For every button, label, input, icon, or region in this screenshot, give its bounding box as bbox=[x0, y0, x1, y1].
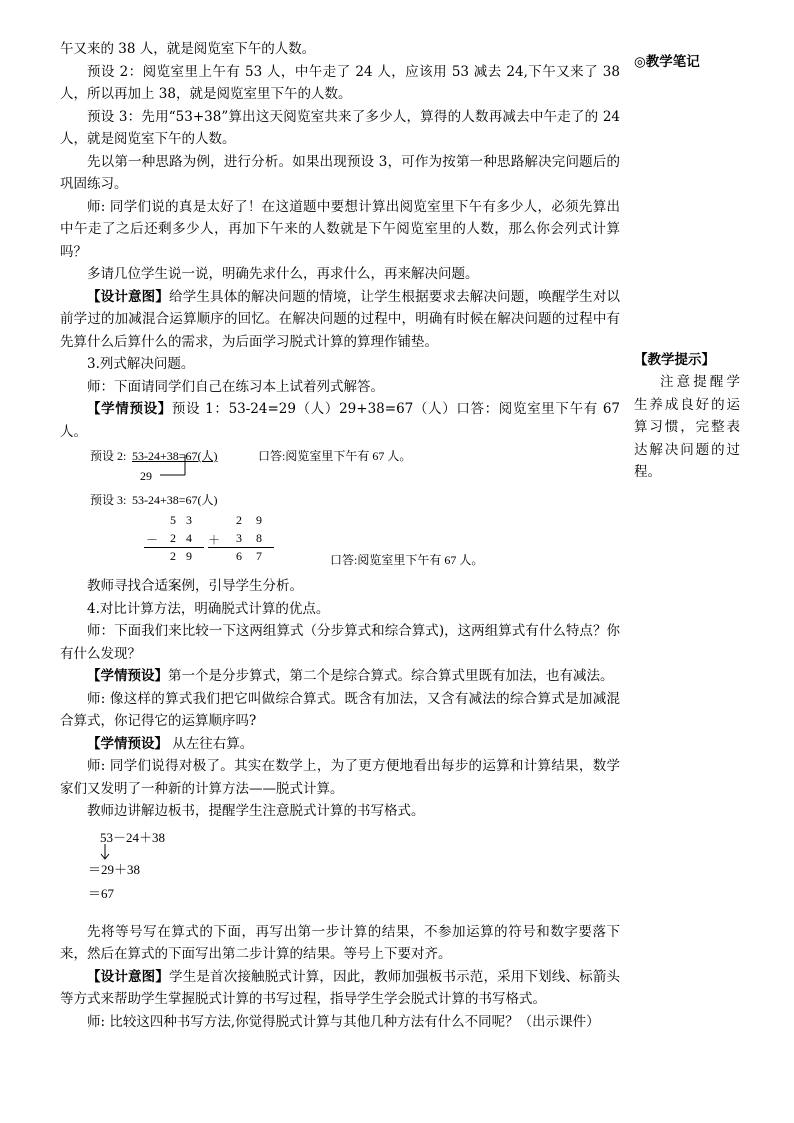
teaching-tip-heading: 【教学提示】 bbox=[634, 352, 715, 368]
teaching-notes-label: ◎教学笔记 bbox=[634, 54, 700, 70]
calculation-figure bbox=[60, 443, 620, 571]
add-rule bbox=[208, 547, 274, 548]
add-digit: 7 bbox=[256, 549, 262, 563]
paragraph: 3.列式解决问题。 bbox=[87, 356, 195, 372]
design-intent-paragraph bbox=[60, 966, 620, 1011]
sub-digit: 2 bbox=[170, 531, 176, 545]
teaching-tip-text bbox=[634, 371, 740, 484]
add-digit: 9 bbox=[256, 513, 262, 527]
paragraph: 教师边讲解边板书，提醒学生注意脱式计算的书写格式。 bbox=[87, 803, 425, 819]
paragraph-text: 预设 1：53-24=29（人）29+38=67（人）口答：阅览室里下午有 67 人。 bbox=[60, 401, 620, 440]
paragraph: 教师寻找合适案例，引导学生分析。 bbox=[87, 578, 303, 594]
section-tag: 【设计意图】 bbox=[87, 968, 170, 985]
preset-paragraph bbox=[60, 733, 620, 756]
paragraph: 师：下面请同学们自己在练习本上试着列式解答。 bbox=[87, 378, 384, 395]
section-tag: 【学情预设】 bbox=[87, 668, 168, 684]
step-1: ＝29＋38 bbox=[88, 861, 141, 877]
teaching-tip-body: 注意提醒学生养成良好的运算习惯，完整表达解决问题的过程。 bbox=[634, 374, 740, 480]
preset-paragraph bbox=[60, 665, 620, 688]
paragraph: 4.对比计算方法，明确脱式计算的优点。 bbox=[87, 600, 330, 617]
preset2-expression: 53-24+38=67(人) bbox=[132, 449, 218, 463]
step-expression: 53－24＋38 bbox=[100, 829, 166, 845]
section-tag: 【设计意图】 bbox=[87, 288, 170, 305]
paragraph: 师: 像这样的算式我们把它叫做综合算式。既含有加法，又含有减法的综合算式是加减混合算式，你记得它的运算顺序吗? bbox=[60, 690, 620, 729]
preset2-intermediate: 29 bbox=[140, 469, 152, 483]
paragraph-text: 给学生具体的解决问题的情境，让学生根据要求去解决问题，唤醒学生对以前学过的加减混合运算顺序的回忆。在解决问题的过程中，明确有时候在解决问题的过程中有先算什么后算什么的需求，为后面学习脱式计算的算理作铺垫。 bbox=[60, 288, 621, 350]
preset3-answer: 口答:阅览室里下午有 67 人。 bbox=[330, 553, 484, 567]
paragraph: 多请几位学生说一说，明确先求什么，再求什么，再来解决问题。 bbox=[87, 266, 479, 282]
preset2-label: 预设 2: bbox=[90, 449, 127, 463]
sub-digit: 5 bbox=[170, 513, 176, 527]
step-2: ＝67 bbox=[88, 885, 115, 901]
paragraph: 午又来的 38 人，就是阅览室下午的人数。 bbox=[60, 41, 316, 57]
paragraph: 师: 同学们说的真是太好了！在这道题中要想计算出阅览室里下午有多少人，必须先算出中午走了之后还剩多少人，再加下午来的人数就是下午阅览室里的人数，那么你会列式计算吗？ bbox=[60, 198, 620, 260]
paragraph: 预设 3：先用“53+38”算出这天阅览室共来了多少人，算得的人数再减去中午走了的 24 人，就是阅览室下午的人数。 bbox=[60, 108, 620, 147]
minus-sign: － bbox=[146, 533, 159, 547]
sub-digit: 3 bbox=[186, 513, 192, 527]
section-tag: 【学情预设】 bbox=[87, 401, 172, 417]
paragraph: 先以第一种思路为例，进行分析。如果出现预设 3，可作为按第一种思路解决完问题后的巩固练习。 bbox=[60, 153, 620, 192]
plus-sign: ＋ bbox=[208, 533, 221, 547]
sub-digit: 2 bbox=[170, 549, 176, 563]
add-digit: 2 bbox=[236, 513, 242, 527]
notes-sidebar bbox=[634, 0, 746, 1123]
paragraph: 先将等号写在算式的下面，再写出第一步计算的结果，不参加运算的符号和数字要落下来，然后在算式的下面写出第二步计算的结果。等号上下要对齐。 bbox=[60, 923, 620, 962]
add-digit: 8 bbox=[256, 531, 262, 545]
preset2-answer: 口答:阅览室里下午有 67 人。 bbox=[258, 449, 412, 463]
sub-digit: 9 bbox=[186, 549, 192, 563]
paragraph: 师: 比较这四种书写方法,你觉得脱式计算与其他几种方法有什么不同呢？（出示课件） bbox=[87, 1013, 600, 1030]
add-digit: 6 bbox=[236, 549, 242, 563]
design-intent-paragraph bbox=[60, 286, 620, 354]
step-calculation-figure bbox=[60, 823, 620, 913]
paragraph-text: 从左往右算。 bbox=[168, 735, 254, 752]
paragraph-text: 学生是首次接触脱式计算，因此，教师加强板书示范，采用下划线、标箭头等方式来帮助学生掌握脱式计算的书写过程，指导学生学会脱式计算的书写格式。 bbox=[60, 968, 621, 1007]
preset-paragraph bbox=[60, 398, 620, 443]
paragraph-text: 第一个是分步算式，第二个是综合算式。综合算式里既有加法，也有减法。 bbox=[168, 668, 614, 684]
paragraph: 师: 同学们说得对极了。其实在数学上，为了更方便地看出每步的运算和计算结果，数学家们又发明了一种新的计算方法——脱式计算。 bbox=[60, 758, 620, 797]
add-digit: 3 bbox=[236, 531, 242, 545]
sub-digit: 4 bbox=[186, 531, 192, 545]
preset3-expression: 53-24+38=67(人) bbox=[132, 493, 218, 507]
preset2-bracket bbox=[155, 453, 215, 483]
main-content bbox=[60, 38, 620, 1033]
paragraph: 师：下面我们来比较一下这两组算式（分步算式和综合算式)，这两组算式有什么特点？你有什么发现？ bbox=[60, 623, 620, 662]
sub-rule bbox=[144, 547, 204, 548]
section-tag: 【学情预设】 bbox=[87, 735, 168, 752]
paragraph: 预设 2：阅览室里上午有 53 人，中午走了 24 人，应该用 53 减去 24,下午又来了 38 人，所以再加上 38，就是阅览室里下午的人数。 bbox=[60, 63, 620, 102]
preset3-label: 预设 3: bbox=[90, 493, 127, 507]
